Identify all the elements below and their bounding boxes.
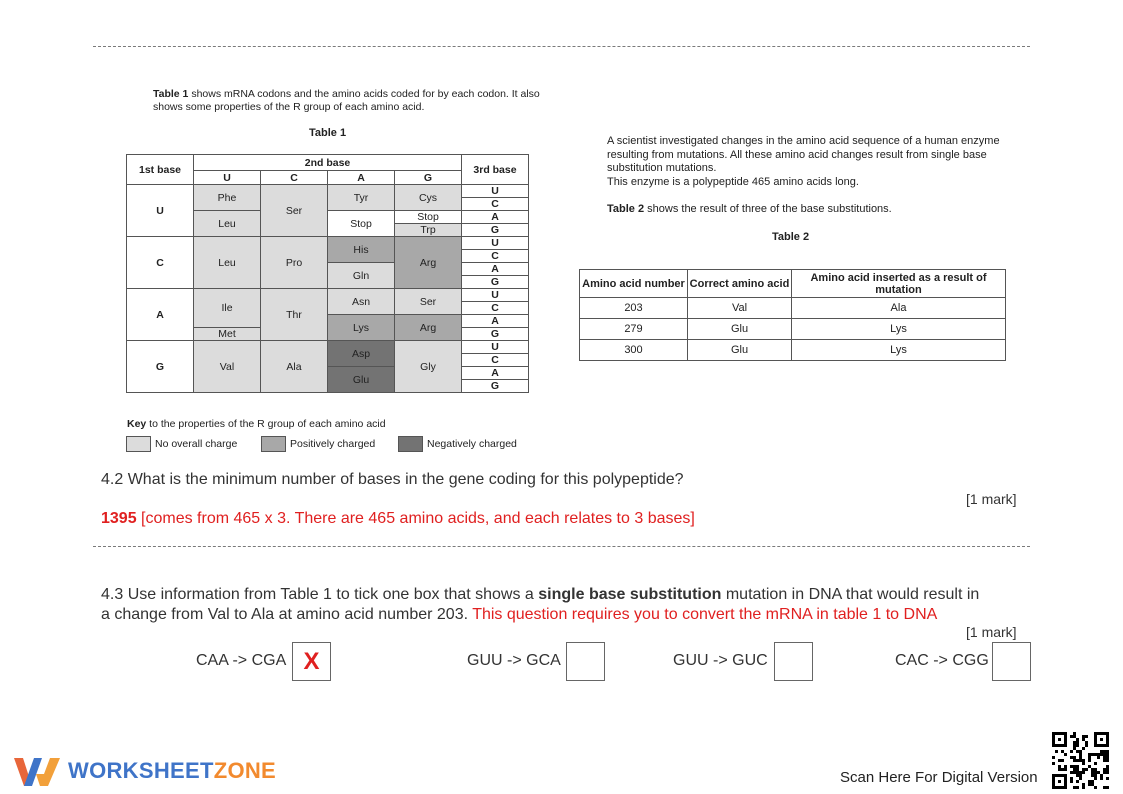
answer-value: 1395 [101, 510, 137, 527]
third-base: G [462, 380, 529, 393]
table2-intro [607, 203, 892, 215]
mark-4-2: [1 mark] [966, 491, 1017, 507]
table2-header: Amino acid number [580, 270, 688, 298]
logo-text-part2: ZONE [213, 758, 277, 783]
top-divider [93, 46, 1030, 47]
qr-code-icon[interactable] [1052, 732, 1109, 789]
option-label: CAC -> CGG [895, 652, 989, 669]
mutation-table [579, 269, 1006, 361]
second-base-a: A [328, 171, 395, 185]
key-label-positive: Positively charged [290, 438, 376, 450]
aa-gln: Gln [328, 263, 395, 289]
aa-stop: Stop [328, 211, 395, 237]
aa-cys: Cys [395, 185, 462, 211]
option-label: GUU -> GCA [467, 652, 561, 669]
aa-stop: Stop [395, 211, 462, 224]
key-swatch-negative [398, 436, 423, 452]
third-base: A [462, 315, 529, 328]
third-base: G [462, 276, 529, 289]
table-cell: 279 [580, 319, 688, 340]
third-base: U [462, 341, 529, 354]
third-base: C [462, 354, 529, 367]
option-checkbox[interactable] [566, 642, 605, 681]
middle-divider [93, 546, 1030, 547]
first-base-c: C [127, 237, 194, 289]
table2-header: Correct amino acid [688, 270, 792, 298]
aa-asn: Asn [328, 289, 395, 315]
aa-arg: Arg [395, 237, 462, 289]
table2-header: Amino acid inserted as a result of mutation [792, 270, 1006, 298]
aa-his: His [328, 237, 395, 263]
option-checkbox[interactable] [992, 642, 1031, 681]
worksheetzone-logo [68, 758, 276, 784]
worksheetzone-logo-icon [14, 754, 62, 790]
logo-text-part1: WORKSHEET [68, 758, 214, 783]
codon-table [126, 154, 529, 393]
third-base: C [462, 302, 529, 315]
table1-intro [153, 88, 540, 114]
table-cell: 300 [580, 340, 688, 361]
aa-ser: Ser [261, 185, 328, 237]
option-checkbox[interactable] [292, 642, 331, 681]
aa-trp: Trp [395, 224, 462, 237]
aa-arg: Arg [395, 315, 462, 341]
key-swatch-neutral [126, 436, 151, 452]
key-title [127, 418, 386, 430]
aa-phe: Phe [194, 185, 261, 211]
scenario-paragraph: A scientist investigated changes in the amino acid sequence of a human enzyme resulting from mutations. All these amino acid changes result from single base substitution mutations. [607, 135, 1000, 175]
third-base: A [462, 263, 529, 276]
aa-lys: Lys [328, 315, 395, 341]
third-base: C [462, 198, 529, 211]
aa-asp: Asp [328, 341, 395, 367]
aa-leu: Leu [194, 211, 261, 237]
second-base-g: G [395, 171, 462, 185]
aa-met: Met [194, 328, 261, 341]
third-base: C [462, 250, 529, 263]
answer-explanation: [comes from 465 x 3. There are 465 amino acids, and each relates to 3 bases] [136, 510, 695, 527]
third-base: G [462, 328, 529, 341]
first-base-u: U [127, 185, 194, 237]
key-label-neutral: No overall charge [155, 438, 238, 450]
third-base: U [462, 185, 529, 198]
question-4-3-text: a change from Val to Ala at amino acid number 203. [101, 606, 473, 623]
table1-intro-line1: shows mRNA codons and the amino acids coded for by each codon. It also [188, 88, 540, 100]
aa-thr: Thr [261, 289, 328, 341]
question-4-3 [101, 585, 1031, 625]
aa-ala: Ala [261, 341, 328, 393]
third-base: A [462, 211, 529, 224]
table-cell: 203 [580, 298, 688, 319]
table-cell: Glu [688, 319, 792, 340]
question-4-3-text: 4.3 Use information from Table 1 to tick one box that shows a [101, 586, 539, 603]
x-mark-icon: X [303, 648, 320, 675]
answer-4-2 [101, 510, 695, 528]
aa-pro: Pro [261, 237, 328, 289]
mark-4-3: [1 mark] [966, 624, 1017, 640]
table-row [580, 340, 1006, 361]
aa-ile: Ile [194, 289, 261, 328]
aa-tyr: Tyr [328, 185, 395, 211]
table1-title: Table 1 [309, 127, 347, 139]
key-title-rest: to the properties of the R group of each amino acid [146, 418, 386, 430]
aa-val: Val [194, 341, 261, 393]
aa-ser: Ser [395, 289, 462, 315]
table-cell: Glu [688, 340, 792, 361]
table1-intro-bold: Table 1 [153, 88, 189, 100]
key-title-bold: Key [127, 418, 147, 430]
question-4-2: 4.2 What is the minimum number of bases in the gene coding for this polypeptide? [101, 471, 684, 488]
first-base-g: G [127, 341, 194, 393]
question-4-3-text: mutation in DNA that would result in [721, 586, 980, 603]
table-row [580, 319, 1006, 340]
header-first-base: 1st base [127, 155, 194, 185]
table-cell: Lys [792, 319, 1006, 340]
scan-text: Scan Here For Digital Version [840, 769, 1038, 786]
header-second-base: 2nd base [194, 155, 462, 171]
table-cell: Lys [792, 340, 1006, 361]
question-4-3-bold: single base substitution [538, 586, 722, 603]
key-swatch-positive [261, 436, 286, 452]
key-label-negative: Negatively charged [427, 438, 517, 450]
aa-glu: Glu [328, 367, 395, 393]
table-cell: Ala [792, 298, 1006, 319]
scenario-length: This enzyme is a polypeptide 465 amino acids long. [607, 175, 859, 188]
third-base: U [462, 289, 529, 302]
third-base: A [462, 367, 529, 380]
scenario-text [607, 135, 1037, 189]
table2-intro-bold: Table 2 [607, 203, 645, 215]
option-label: CAA -> CGA [196, 652, 287, 669]
option-label: GUU -> GUC [673, 652, 768, 669]
table1-intro-line2: shows some properties of the R group of each amino acid. [153, 101, 425, 113]
option-checkbox[interactable] [774, 642, 813, 681]
table2-title: Table 2 [772, 231, 810, 243]
third-base: G [462, 224, 529, 237]
table-row [580, 298, 1006, 319]
second-base-u: U [194, 171, 261, 185]
table-cell: Val [688, 298, 792, 319]
first-base-a: A [127, 289, 194, 341]
aa-gly: Gly [395, 341, 462, 393]
table2-intro-rest: shows the result of three of the base substitutions. [644, 203, 892, 215]
question-4-3-hint: This question requires you to convert the mRNA in table 1 to DNA [472, 606, 938, 623]
header-third-base: 3rd base [462, 155, 529, 185]
aa-leu: Leu [194, 237, 261, 289]
second-base-c: C [261, 171, 328, 185]
third-base: U [462, 237, 529, 250]
